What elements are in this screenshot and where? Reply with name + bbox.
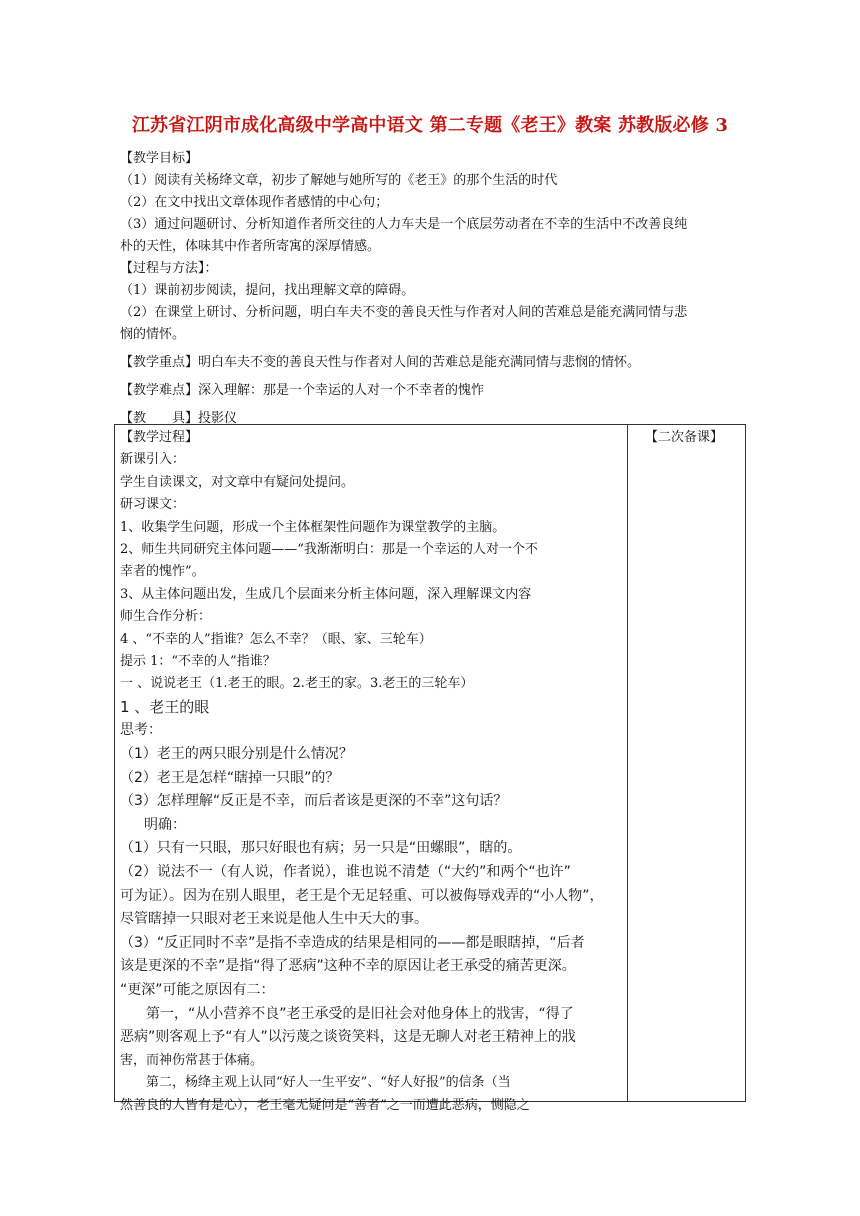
document-title: 江苏省江阴市成化高级中学高中语文 第二专题《老王》教案 苏教版必修 3 [131,115,729,136]
teaching-difficulty: 【教学难点】深入理解：那是一个幸运的人对一个不幸者的愧怍 [120,383,485,398]
process-line: 3、从主体问题出发，生成几个层面来分析主体问题，深入理解课文内容 [120,586,532,602]
question-item: （2）老王是怎样“瞎掉一只眼”的？ [120,769,340,786]
teaching-focus: 【教学重点】明白车夫不变的善良天性与作者对人间的苦难总是能充满同情与悲悯的情怀。 [120,355,641,370]
answer-label: 明确： [144,816,186,833]
method-heading: 【过程与方法】： [120,261,218,276]
lesson-intro [120,148,760,430]
second-prep-cell [645,427,723,449]
process-heading: 【教学过程】 [120,430,199,445]
teaching-tools: 【教 具】投影仪 [120,411,238,426]
answer-item: 第二，杨绛主观上认同“好人一生平安”、“好人好报”的信条（当 [146,1075,511,1091]
answer-item: （2）说法不一（有人说，作者说），谁也说不清楚（“大约”和两个“也许” [120,864,571,881]
process-line: 2、师生共同研究主体问题——“我渐渐明白：那是一个幸运的人对一个不 [120,542,538,558]
answer-item: （1）只有一只眼，那只好眼也有病；另一只是“田螺眼”，瞎的。 [120,840,522,857]
answer-item: 恶病”则客观上予“有人”以污蔑之谈资笑料，这是无聊人对老王精神上的戕 [120,1029,576,1046]
process-line: 思考： [120,722,162,739]
second-prep-heading: 【二次备课】 [645,430,724,445]
process-line: 学生自读课文，对文章中有疑问处提问。 [120,474,355,490]
goal-item: （2）在文中找出文章体现作者感情的中心句； [120,195,389,210]
process-line: 师生合作分析： [120,609,212,625]
answer-item: “更深”可能之原因有二： [120,982,275,998]
method-item: （2）在课堂上研讨、分析问题，明白车夫不变的善良天性与作者对人间的苦难总是能充满同情与悲 [120,305,688,320]
process-line: 幸者的愧怍”。 [120,564,205,580]
goal-item: （3）通过问题研讨、分析知道作者所交往的人力车夫是一个底层劳动者在不幸的生活中不改善良纯 [120,217,688,232]
answer-item: 害，而神伤常甚于体痛。 [120,1052,264,1068]
answer-item: （3）“反正同时不幸”是指不幸造成的结果是相同的——都是眼瞎掉，“后者 [120,934,585,951]
answer-item: 可为证）。因为在别人眼里，老王是个无足轻重、可以被侮辱戏弄的“小人物”， [120,887,604,904]
goals-heading: 【教学目标】 [120,151,199,166]
process-line: 研习课文： [120,497,186,513]
process-line: 4 、“不幸的人”指谁？怎么不幸？（眼、家、三轮车） [120,631,432,647]
question-item: （1）老王的两只眼分别是什么情况？ [120,746,353,763]
answer-item: 尽管瞎掉一只眼对老王来说是他人生中天大的事。 [120,911,428,928]
section-heading: 1 、老王的眼 [120,697,210,716]
goal-item-continued: 朴的天性，体味其中作者所寄寓的深厚情感。 [120,239,381,254]
answer-item: 该是更深的不幸”是指“得了恶病”这种不幸的原因让老王承受的痛苦更深。 [120,958,576,975]
answer-item: 第一，“从小营养不良”老王承受的是旧社会对他身体上的戕害，“得了 [146,1005,574,1022]
teaching-process-cell [120,427,622,1117]
answer-item: 然善良的人皆有是心），老王毫无疑问是“善者”之一而遭此恶病，恻隐之 [120,1097,530,1113]
method-item: （1）课前初步阅读，提问，找出理解文章的障碍。 [120,283,415,298]
process-line: 提示 1：“不幸的人”指谁？ [120,654,276,670]
question-item: （3）怎样理解“反正是不幸，而后者该是更深的不幸”这句话？ [120,793,508,810]
method-item-continued: 悯的情怀。 [120,327,186,342]
process-line: 新课引入： [120,452,186,468]
goal-item: （1）阅读有关杨绛文章，初步了解她与她所写的《老王》的那个生活的时代 [120,173,558,188]
column-divider [627,425,628,1101]
process-line: 1、收集学生问题，形成一个主体框架性问题作为课堂教学的主脑。 [120,519,506,535]
process-line: 一 、说说老王（1.老王的眼。2.老王的家。3.老王的三轮车） [120,676,474,692]
lesson-table [114,424,746,1113]
